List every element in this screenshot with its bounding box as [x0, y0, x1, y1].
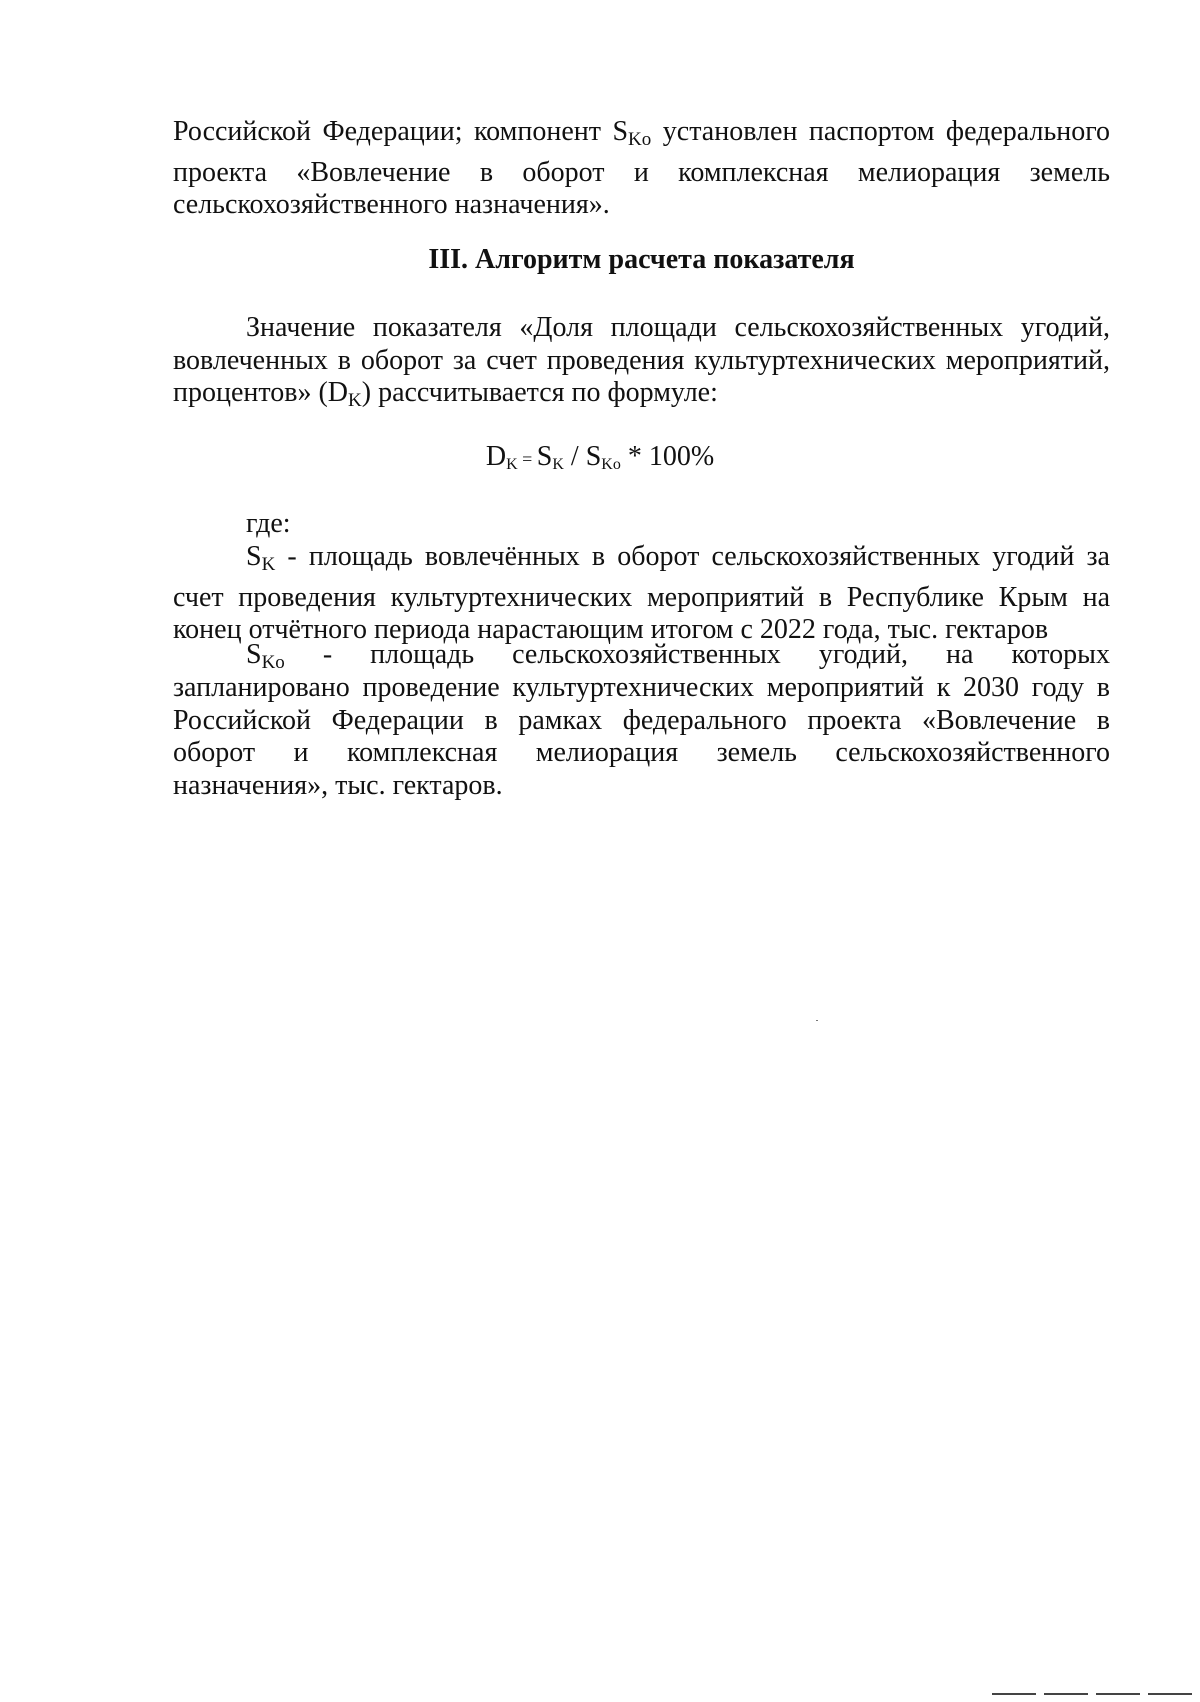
- intro-line-1: [173, 116, 1110, 157]
- footer-mark: [1148, 1693, 1192, 1699]
- sko-subscript: Ko: [628, 129, 652, 150]
- definition-line-1: Значение показателя «Доля площади сельскохозяйственных угодий,: [246, 312, 1110, 343]
- intro-line-3: сельскохозяйственного назначения».: [173, 189, 610, 221]
- sk-line-2: счет проведения культуртехнических мероприятий в Республике Крым на: [173, 581, 1110, 613]
- formula-equals: =: [517, 449, 537, 469]
- footer-mark: [1096, 1693, 1140, 1699]
- sko-word: сельскохозяйственных: [512, 639, 781, 670]
- sko-word: угодий,: [818, 639, 909, 670]
- definition-sk: [173, 541, 1110, 647]
- intro-line-2: проекта «Вовлечение в оборот и комплексная мелиорация земель: [173, 156, 1110, 188]
- definition-line-3-text: процентов» (D: [173, 377, 349, 409]
- formula-d: D: [485, 441, 507, 472]
- sko-line-2: запланировано проведение культуртехнических мероприятий к 2030 году в: [173, 672, 1110, 703]
- sko-word: которых: [1011, 639, 1110, 670]
- sko-line-5: назначения», тыс. гектаров.: [173, 769, 503, 801]
- sko-symbol: S: [246, 639, 262, 670]
- definition-line-3-end: ) рассчитывается по формуле:: [361, 377, 718, 409]
- sk-line-1: [173, 541, 1110, 582]
- sk-symbol-sub: K: [261, 554, 276, 575]
- sk-line-1-text: - площадь вовлечённых в оборот сельскохозяйственных угодий за: [275, 541, 1110, 572]
- sko-word: на: [946, 639, 974, 670]
- formula-s1-sub: K: [552, 456, 564, 473]
- formula: [0, 441, 1200, 481]
- formula-d-sub: K: [506, 456, 518, 473]
- sko-line-4: оборот и комплексная мелиорация земель сельскохозяйственного: [173, 737, 1110, 769]
- formula-s2: S: [585, 441, 602, 472]
- formula-s2-sub: Ko: [601, 456, 621, 473]
- sk-symbol: S: [246, 541, 262, 572]
- sk-line-3: конец отчётного периода нарастающим итогом с 2022 года, тыс. гектаров: [173, 614, 1049, 646]
- definition-line-2: вовлеченных в оборот за счет проведения культуртехнических мероприятий,: [173, 344, 1110, 376]
- sko-word: площадь: [370, 639, 475, 670]
- sko-symbol-sub: Ko: [261, 652, 285, 673]
- where-label-row: [173, 508, 1110, 541]
- formula-s1: S: [536, 441, 553, 472]
- scan-speck: [816, 1020, 818, 1021]
- footer-mark: [992, 1693, 1036, 1699]
- dk-subscript: K: [348, 390, 362, 412]
- paragraph-intro: [173, 116, 1110, 222]
- definition-line-3: [173, 377, 1110, 418]
- paragraph-definition: [173, 312, 1110, 418]
- formula-tail: * 100%: [620, 441, 715, 472]
- intro-line-1-text: Российской Федерации; компонент S: [173, 116, 629, 147]
- where-label: где:: [246, 508, 291, 539]
- sko-line-3: Российской Федерации в рамках федерального проекта «Вовлечение в: [173, 704, 1110, 736]
- section-heading: III. Алгоритм расчета показателя: [428, 244, 855, 275]
- footer-scan-marks: [992, 1693, 1192, 1699]
- definition-sko: [173, 672, 1110, 802]
- formula-slash: /: [563, 441, 586, 472]
- sko-word: -: [322, 639, 333, 670]
- footer-mark: [1044, 1693, 1088, 1699]
- intro-line-1-end: установлен паспортом федерального: [651, 116, 1110, 147]
